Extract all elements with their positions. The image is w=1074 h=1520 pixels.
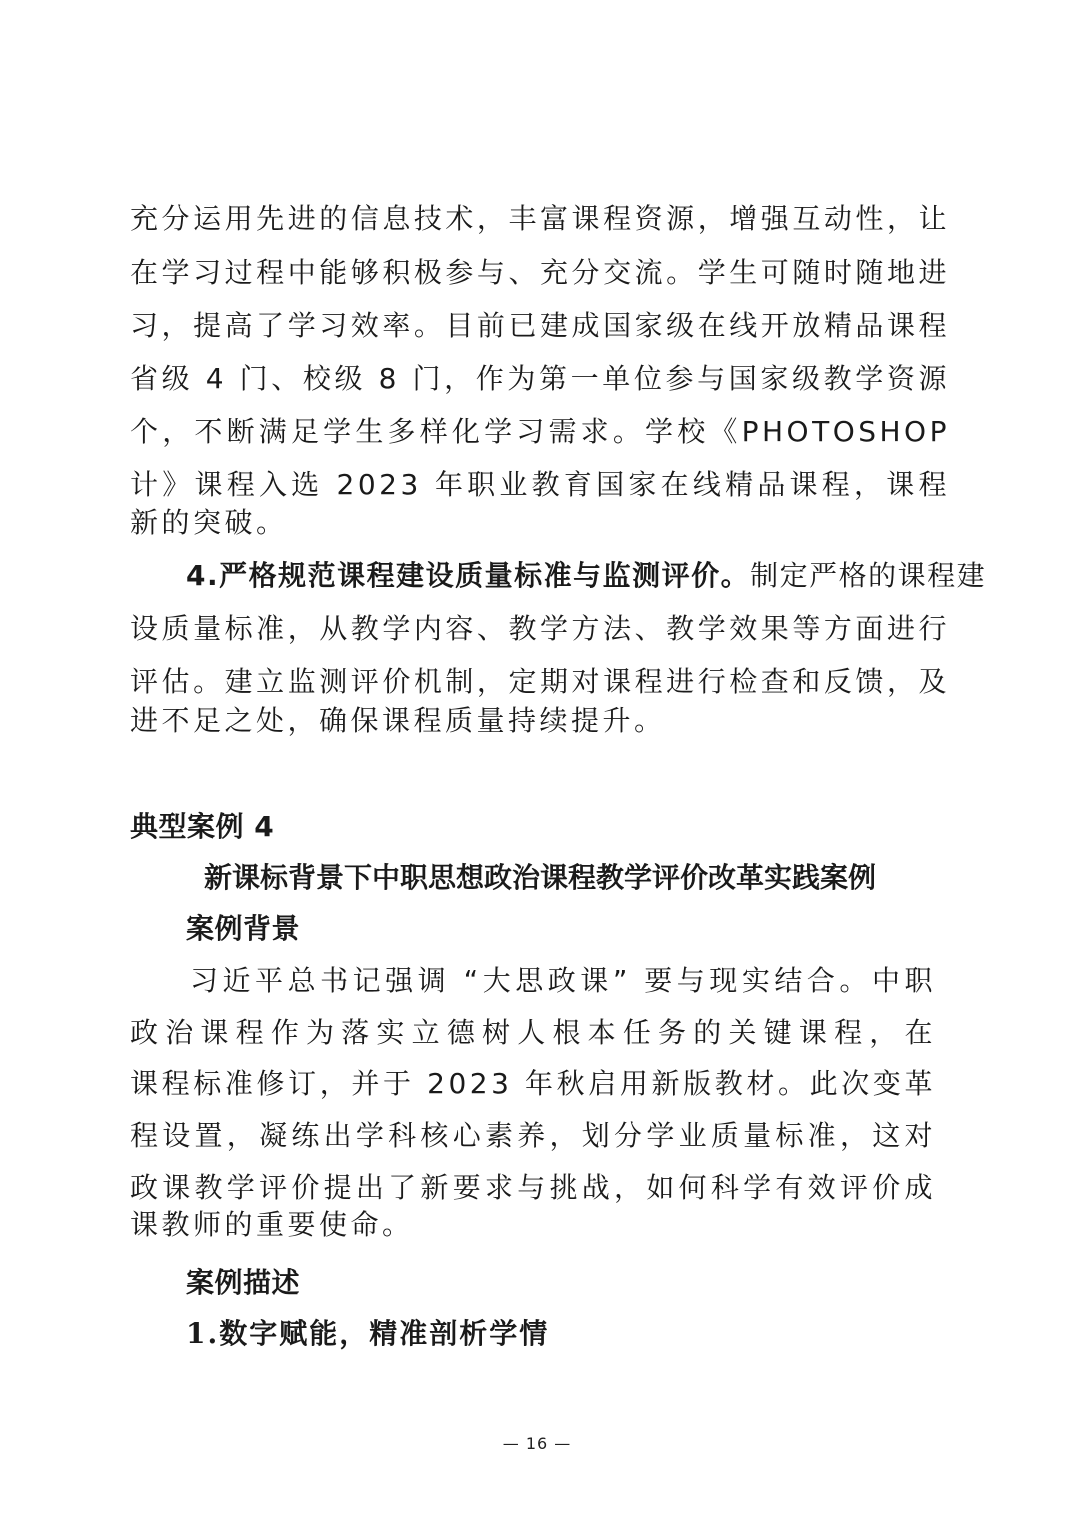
paragraph-line: 评估。建立监测评价机制，定期对课程进行检查和反馈，及 — [130, 665, 950, 698]
page-number: — 16 — — [502, 1434, 572, 1453]
paragraph-line: 充分运用先进的信息技术，丰富课程资源，增强互动性，让 — [130, 202, 950, 235]
paragraph-line: 设质量标准，从教学内容、教学方法、教学效果等方面进行 — [130, 612, 950, 645]
paragraph-line: 省级 4 门、校级 8 门，作为第一单位参与国家级教学资源 — [130, 362, 950, 395]
paragraph-line: 程设置，凝练出学科核心素养，划分学业质量标准，这对 — [130, 1119, 936, 1152]
paragraph-line: 个，不断满足学生多样化学习需求。学校《PHOTOSHOP — [130, 415, 950, 448]
paragraph-line: 课教师的重要使命。 — [130, 1208, 414, 1241]
paragraph-text: 制定严格的课程建 — [750, 559, 987, 592]
paragraph-line-with-lead — [186, 556, 987, 596]
case-label: 典型案例 4 — [130, 810, 275, 843]
section-heading-background: 案例背景 — [186, 912, 301, 945]
case-title: 新课标背景下中职思想政治课程教学评价改革实践案例 — [203, 861, 876, 894]
paragraph-lead: 4.严格规范课程建设质量标准与监测评价。 — [186, 559, 751, 592]
subsection-heading: 1.数字赋能，精准剖析学情 — [186, 1317, 550, 1350]
paragraph-line: 进不足之处，确保课程质量持续提升。 — [130, 704, 666, 737]
section-heading-description: 案例描述 — [186, 1266, 301, 1299]
paragraph-line: 政课教学评价提出了新要求与挑战，如何科学有效评价成 — [130, 1171, 936, 1204]
paragraph-line: 政治课程作为落实立德树人根本任务的关键课程，在 — [130, 1016, 936, 1049]
paragraph-line: 在学习过程中能够积极参与、充分交流。学生可随时随地进 — [130, 256, 950, 289]
paragraph-line: 新的突破。 — [130, 506, 288, 539]
paragraph-line: 习，提高了学习效率。目前已建成国家级在线开放精品课程 — [130, 309, 950, 342]
paragraph-line: 课程标准修订，并于 2023 年秋启用新版教材。此次变革 — [130, 1067, 936, 1100]
paragraph-line: 习近平总书记强调 “大思政课” 要与现实结合。中职 — [190, 964, 936, 997]
paragraph-line: 计》课程入选 2023 年职业教育国家在线精品课程，课程 — [130, 468, 950, 501]
